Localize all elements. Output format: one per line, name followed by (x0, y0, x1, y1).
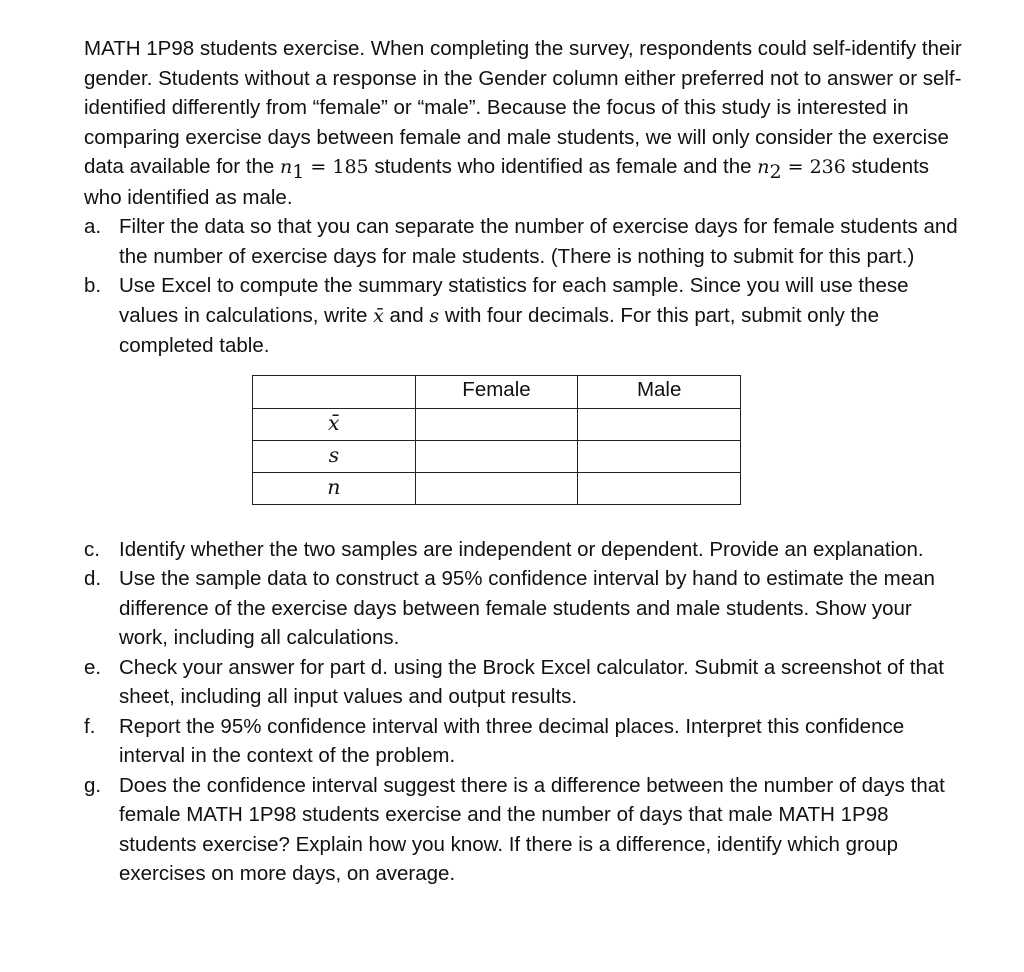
table-header-male: Male (578, 375, 741, 408)
question-g (84, 771, 964, 889)
row-label-sd: s (253, 440, 416, 472)
table-header-female: Female (415, 375, 578, 408)
n1-subscript: 1 (292, 161, 305, 184)
question-b-text (119, 271, 964, 361)
cell-female-mean[interactable] (415, 408, 578, 440)
question-list-continued (84, 535, 964, 889)
intro-text-2: students who identified as female and the (368, 155, 758, 178)
question-b (84, 271, 964, 361)
question-e (84, 653, 964, 712)
table-header-blank (253, 375, 416, 408)
question-f-text: Report the 95% confidence interval with three decimal places. Interpret this confidence interval in the context of the problem. (119, 714, 905, 767)
question-b-text-1: Use Excel to compute the summary statistics for each sample. Since you will use these values in calculations, write (119, 274, 909, 327)
n1-variable: n (280, 156, 293, 178)
summary-table-wrapper (252, 375, 742, 505)
question-b-text-2: and (383, 303, 430, 327)
question-e-letter: e. (84, 655, 102, 679)
table-row-mean (253, 408, 741, 440)
question-list (84, 212, 964, 361)
n2-subscript: 2 (769, 161, 782, 184)
row-label-n: n (253, 472, 416, 504)
question-a-text: Filter the data so that you can separate the number of exercise days for female students and the number of exercise days for male students. (There is nothing to submit for this part.) (119, 215, 958, 268)
n2-variable: n (757, 156, 770, 178)
spacer (84, 505, 964, 535)
question-c (84, 535, 964, 565)
intro-text-3: students who identified as male. (84, 155, 930, 209)
question-d-text: Use the sample data to construct a 95% confidence interval by hand to estimate the mean difference of the exercise days between female students and male students. Show your work, including all calculations. (119, 567, 935, 649)
cell-male-sd[interactable] (578, 440, 741, 472)
question-f-letter: f. (84, 714, 96, 738)
question-b-letter: b. (84, 274, 102, 297)
xbar-symbol: x̄ (373, 304, 384, 327)
cell-male-n[interactable] (578, 472, 741, 504)
table-header-row (253, 375, 741, 408)
cell-male-mean[interactable] (578, 408, 741, 440)
question-d-letter: d. (84, 567, 102, 590)
cell-female-sd[interactable] (415, 440, 578, 472)
table-row-n (253, 472, 741, 504)
s-symbol: s (429, 304, 440, 327)
question-c-text: Identify whether the two samples are independent or dependent. Provide an explanation. (119, 537, 924, 561)
intro-text-1: MATH 1P98 students exercise. When completing the survey, respondents could self-identify their gender. Students without a response in the Gender column either preferred not to answer or self-identified differently from “female” or “male”. Because the focus of this study is interested in comparing exercise days between female and male students, we will only consider the exercise data available for the (84, 37, 962, 178)
document-page (84, 34, 964, 889)
question-e-text: Check your answer for part d. using the Brock Excel calculator. Submit a screenshot of that sheet, including all input values and output results. (119, 655, 944, 708)
question-g-text: Does the confidence interval suggest there is a difference between the number of days that female MATH 1P98 students exercise and the number of days that male MATH 1P98 students exercise? Explain how you know. If there is a difference, identify which group exercises on more days, on average. (119, 773, 945, 885)
cell-female-n[interactable] (415, 472, 578, 504)
question-g-letter: g. (84, 773, 102, 797)
question-f (84, 712, 964, 771)
row-label-mean: x̄ (253, 408, 416, 440)
question-d (84, 564, 964, 653)
question-c-letter: c. (84, 537, 100, 561)
question-b-text-3: with four decimals. For this part, submit only the completed table. (119, 303, 879, 357)
n1-value: = 185 (304, 156, 369, 178)
n2-value: = 236 (781, 156, 846, 178)
intro-paragraph (84, 34, 964, 212)
question-a (84, 212, 964, 271)
table-row-sd (253, 440, 741, 472)
question-a-letter: a. (84, 215, 102, 238)
summary-statistics-table (252, 375, 741, 505)
